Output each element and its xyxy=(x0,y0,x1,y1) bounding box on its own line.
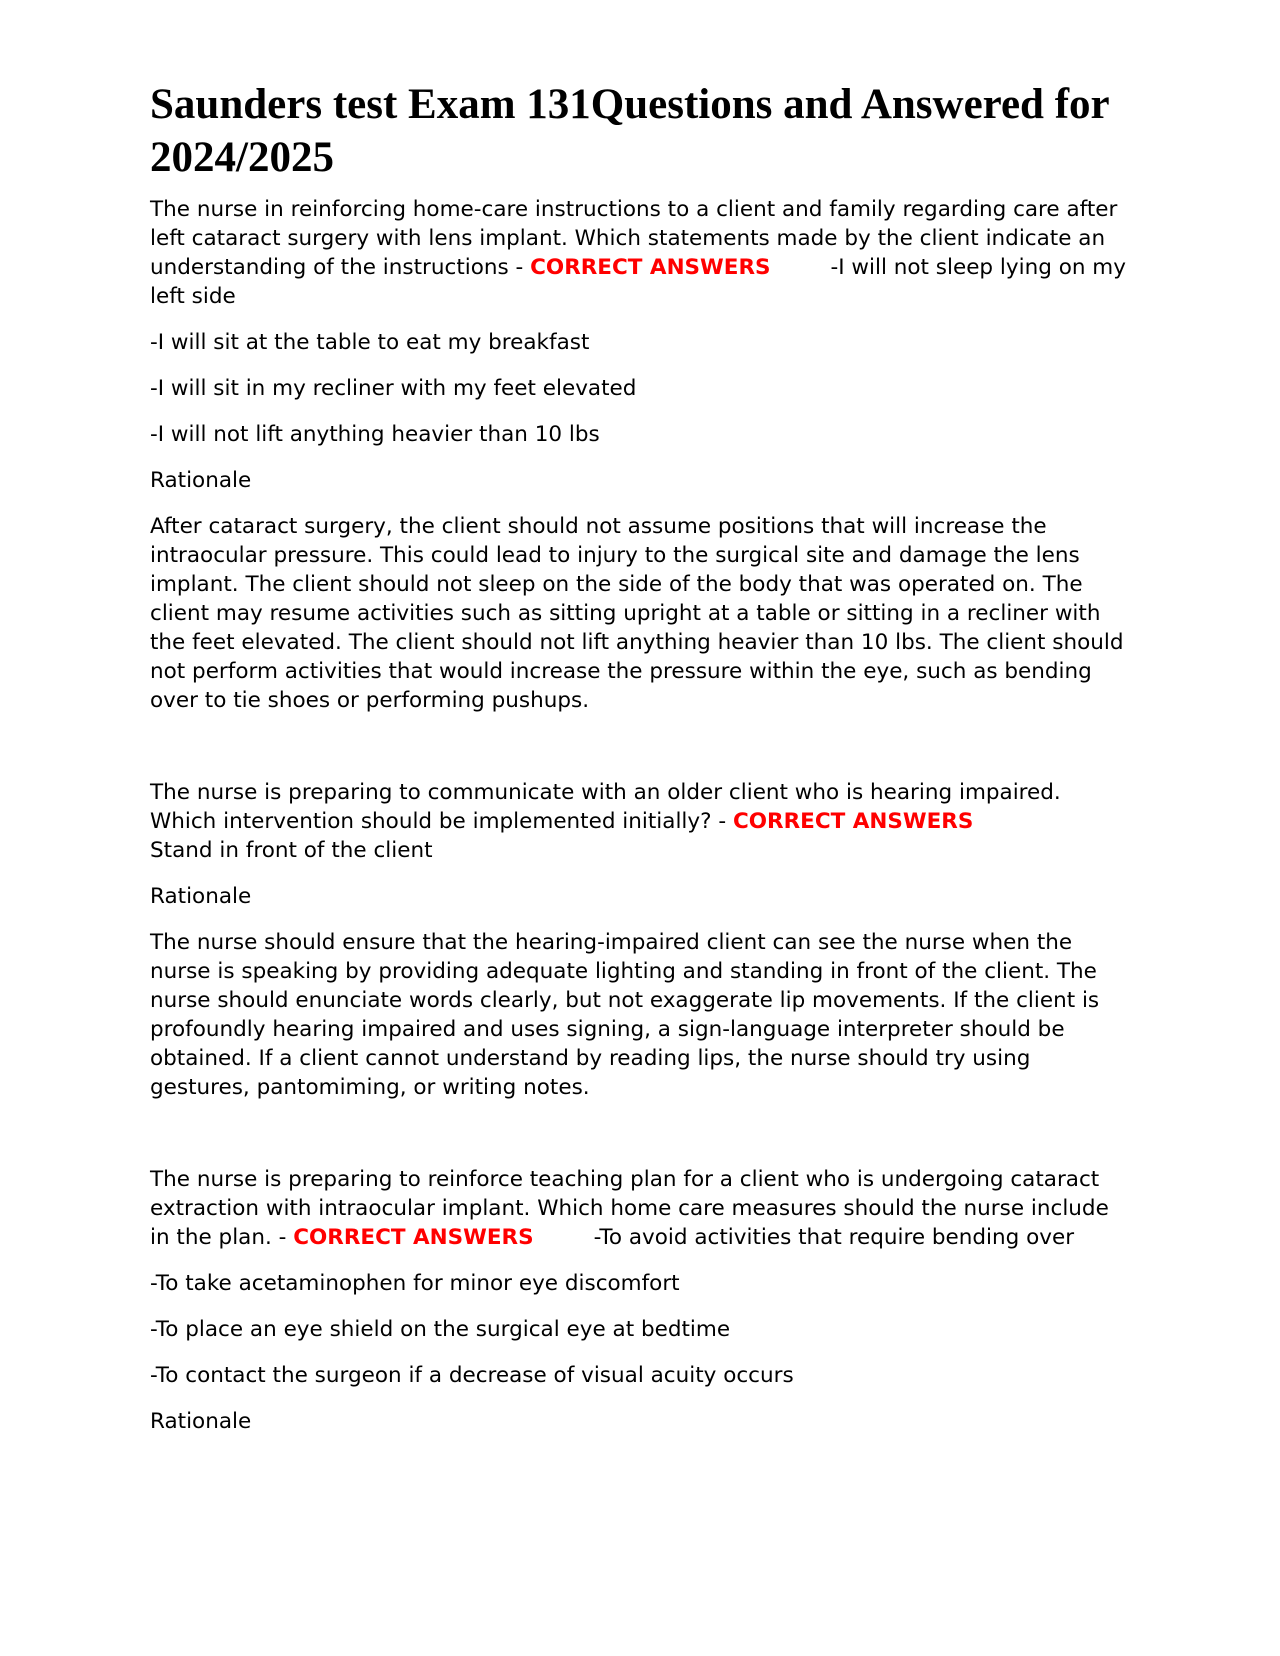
answer-line: -I will sit in my recliner with my feet elevated xyxy=(150,376,637,401)
answer-line: -I will not lift anything heavier than 10 lbs xyxy=(150,422,600,447)
question-text: The nurse is preparing to communicate with an older client who is hearing impaired. Which intervention should be implemented initially? - xyxy=(150,780,1061,834)
answer-text: -I will not sleep lying on my left side xyxy=(150,255,1126,309)
question-text: The nurse is preparing to reinforce teaching plan for a client who is undergoing cataract extraction with intraocular implant. Which home care measures should the nurse include in the plan. - xyxy=(150,1167,1109,1250)
question-2-stem xyxy=(150,778,1130,865)
section-spacer xyxy=(150,1119,1130,1165)
correct-answers-label: CORRECT ANSWERS xyxy=(732,809,974,834)
question-text: The nurse in reinforcing home-care instructions to a client and family regarding care after left cataract surgery with lens implant. Which statements made by the client indicate an understanding of the instructions - xyxy=(150,197,1118,280)
question-1-stem xyxy=(150,195,1130,311)
question-3-stem xyxy=(150,1165,1130,1252)
document-page xyxy=(150,78,1130,1453)
answer-line: -To take acetaminophen for minor eye discomfort xyxy=(150,1271,680,1296)
section-spacer xyxy=(150,732,1130,778)
document-title: Saunders test Exam 131Questions and Answered for 2024/2025 xyxy=(150,81,1109,181)
correct-answers-label: CORRECT ANSWERS xyxy=(530,255,771,280)
rationale-label: Rationale xyxy=(150,1409,252,1434)
correct-answers-label: CORRECT ANSWERS xyxy=(293,1225,534,1250)
rationale-label: Rationale xyxy=(150,884,252,909)
answer-line: -To contact the surgeon if a decrease of visual acuity occurs xyxy=(150,1363,794,1388)
rationale-text: After cataract surgery, the client should not assume positions that will increase the intraocular pressure. This could lead to injury to the surgical site and damage the lens implant. The client should not sleep on the side of the body that was operated on. The client may resume activities such as sitting upright at a table or sitting in a recliner with the feet elevated. The client should not lift anything heavier than 10 lbs. The client should not perform activities that would increase the pressure within the eye, such as bending over to tie shoes or performing pushups. xyxy=(150,514,1124,713)
rationale-label: Rationale xyxy=(150,468,252,493)
answer-line: -To place an eye shield on the surgical eye at bedtime xyxy=(150,1317,731,1342)
answer-line: -I will sit at the table to eat my breakfast xyxy=(150,330,590,355)
answer-text: -To avoid activities that require bending over xyxy=(593,1225,1075,1250)
rationale-text: The nurse should ensure that the hearing-impaired client can see the nurse when the nurse is speaking by providing adequate lighting and standing in front of the client. The nurse should enunciate words clearly, but not exaggerate lip movements. If the client is profoundly hearing impaired and uses signing, a sign-language interpreter should be obtained. If a client cannot understand by reading lips, the nurse should try using gestures, pantomiming, or writing notes. xyxy=(150,930,1100,1100)
answer-text: Stand in front of the client xyxy=(150,838,433,863)
